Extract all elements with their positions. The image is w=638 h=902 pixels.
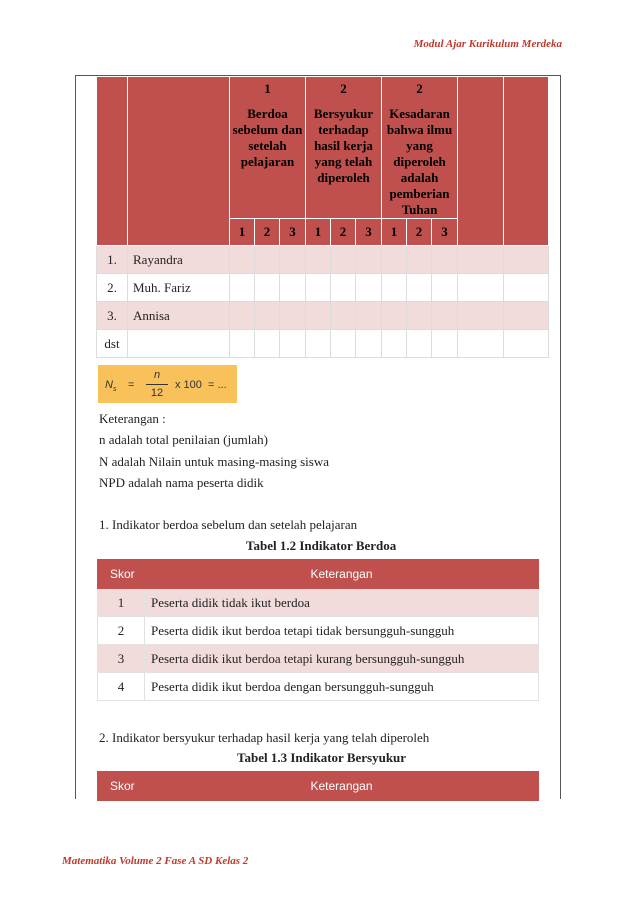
score-formula bbox=[98, 365, 237, 403]
formula-equals: = bbox=[128, 379, 135, 391]
section-heading: 1. Indikator berdoa sebelum dan setelah pelajaran bbox=[99, 517, 358, 532]
score-cell bbox=[230, 330, 255, 358]
table-caption: Tabel 1.2 Indikator Berdoa bbox=[246, 538, 397, 553]
row-number: 3. bbox=[97, 302, 128, 330]
table-row bbox=[98, 589, 539, 617]
score-cell bbox=[458, 330, 504, 358]
formula-numerator: n bbox=[153, 369, 161, 381]
score-cell: 3 bbox=[98, 645, 145, 673]
sub-score: 1 bbox=[230, 219, 255, 246]
table-header-row bbox=[98, 560, 539, 589]
score-cell bbox=[230, 246, 255, 274]
score-cell bbox=[255, 330, 280, 358]
score-cell bbox=[331, 246, 356, 274]
table-row bbox=[97, 274, 549, 302]
score-cell bbox=[432, 302, 458, 330]
score-cell bbox=[458, 302, 504, 330]
description-cell: Peserta didik ikut berdoa dengan bersungguh-sungguh bbox=[145, 673, 539, 701]
student-name: Rayandra bbox=[128, 246, 230, 274]
score-cell bbox=[432, 330, 458, 358]
score-cell bbox=[432, 246, 458, 274]
header-cell-no bbox=[97, 77, 128, 246]
score-cell bbox=[280, 330, 306, 358]
table-row bbox=[97, 302, 549, 330]
indicator-number: 1 bbox=[264, 81, 271, 96]
score-cell bbox=[230, 302, 255, 330]
indicator-table-berdoa bbox=[97, 559, 539, 701]
score-cell bbox=[331, 330, 356, 358]
score-cell bbox=[432, 274, 458, 302]
table-row bbox=[97, 246, 549, 274]
column-header-keterangan: Keterangan bbox=[145, 772, 539, 801]
score-cell bbox=[306, 330, 331, 358]
header-cell-name bbox=[128, 77, 230, 246]
note-line: N adalah Nilain untuk masing-masing siswa bbox=[99, 454, 329, 469]
score-cell bbox=[382, 246, 407, 274]
sub-score: 3 bbox=[280, 219, 306, 246]
sub-score: 1 bbox=[306, 219, 331, 246]
column-header-skor: Skor bbox=[98, 560, 145, 589]
row-number: 2. bbox=[97, 274, 128, 302]
indicator-title: Berdoa sebelum dan setelah pelajaran bbox=[232, 106, 303, 169]
indicator-number: 2 bbox=[340, 81, 347, 96]
score-table bbox=[96, 76, 549, 358]
table-row bbox=[97, 330, 549, 358]
score-cell bbox=[458, 246, 504, 274]
score-cell: 1 bbox=[98, 589, 145, 617]
score-cell bbox=[382, 302, 407, 330]
score-cell bbox=[458, 274, 504, 302]
sub-score: 2 bbox=[255, 219, 280, 246]
indicator-number: 2 bbox=[416, 81, 423, 96]
row-number: 1. bbox=[97, 246, 128, 274]
formula-lhs: $N_s$ bbox=[105, 379, 117, 394]
score-cell bbox=[504, 330, 549, 358]
score-cell bbox=[331, 274, 356, 302]
formula-denominator: 12 bbox=[150, 387, 164, 399]
score-cell bbox=[356, 330, 382, 358]
score-cell: 2 bbox=[98, 617, 145, 645]
table-row bbox=[98, 673, 539, 701]
indicator-header bbox=[306, 77, 382, 219]
score-cell bbox=[306, 246, 331, 274]
score-cell bbox=[255, 246, 280, 274]
score-cell bbox=[306, 274, 331, 302]
score-cell bbox=[280, 246, 306, 274]
score-cell bbox=[331, 302, 356, 330]
header-cell-extra bbox=[458, 77, 504, 246]
student-name bbox=[128, 330, 230, 358]
score-cell bbox=[255, 302, 280, 330]
sub-score: 2 bbox=[407, 219, 432, 246]
table-header-row bbox=[98, 772, 539, 801]
page-header: Modul Ajar Kurikulum Merdeka bbox=[413, 38, 562, 50]
indicator-title: Bersyukur terhadap hasil kerja yang telah diperoleh bbox=[313, 106, 374, 185]
score-cell bbox=[407, 246, 432, 274]
sub-score: 3 bbox=[356, 219, 382, 246]
score-cell bbox=[407, 274, 432, 302]
score-cell bbox=[407, 330, 432, 358]
score-cell bbox=[230, 274, 255, 302]
score-cell bbox=[407, 302, 432, 330]
column-header-skor: Skor bbox=[98, 772, 145, 801]
indicator-header bbox=[382, 77, 458, 219]
score-cell bbox=[356, 246, 382, 274]
indicator-header bbox=[230, 77, 306, 219]
description-cell: Peserta didik ikut berdoa tetapi tidak bersungguh-sungguh bbox=[145, 617, 539, 645]
score-cell bbox=[255, 274, 280, 302]
student-name: Annisa bbox=[128, 302, 230, 330]
header-cell-extra bbox=[504, 77, 549, 246]
score-cell bbox=[504, 302, 549, 330]
section-heading: 2. Indikator bersyukur terhadap hasil kerja yang telah diperoleh bbox=[99, 730, 430, 745]
score-cell bbox=[382, 330, 407, 358]
score-cell: 4 bbox=[98, 673, 145, 701]
score-cell bbox=[356, 302, 382, 330]
sub-score: 1 bbox=[382, 219, 407, 246]
formula-fraction-bar bbox=[146, 384, 168, 385]
table-caption: Tabel 1.3 Indikator Bersyukur bbox=[237, 750, 407, 765]
score-cell bbox=[280, 274, 306, 302]
score-table-header-row bbox=[97, 77, 549, 219]
description-cell: Peserta didik tidak ikut berdoa bbox=[145, 589, 539, 617]
note-line: NPD adalah nama peserta didik bbox=[99, 475, 264, 490]
notes-title: Keterangan : bbox=[99, 411, 166, 426]
sub-score: 3 bbox=[432, 219, 458, 246]
formula-result: = ... bbox=[208, 379, 227, 391]
column-header-keterangan: Keterangan bbox=[145, 560, 539, 589]
student-name: Muh. Fariz bbox=[128, 274, 230, 302]
description-cell: Peserta didik ikut berdoa tetapi kurang bersungguh-sungguh bbox=[145, 645, 539, 673]
score-cell bbox=[306, 302, 331, 330]
note-line: n adalah total penilaian (jumlah) bbox=[99, 432, 268, 447]
page-footer: Matematika Volume 2 Fase A SD Kelas 2 bbox=[62, 855, 249, 867]
indicator-title: Kesadaran bahwa ilmu yang diperoleh adalah pemberian Tuhan bbox=[386, 106, 453, 217]
table-row bbox=[98, 617, 539, 645]
score-cell bbox=[356, 274, 382, 302]
score-cell bbox=[382, 274, 407, 302]
score-cell bbox=[280, 302, 306, 330]
indicator-table-bersyukur bbox=[97, 771, 539, 801]
score-cell bbox=[504, 274, 549, 302]
score-cell bbox=[504, 246, 549, 274]
table-row bbox=[98, 645, 539, 673]
sub-score: 2 bbox=[331, 219, 356, 246]
row-number: dst bbox=[97, 330, 128, 358]
formula-multiplier: x 100 bbox=[175, 379, 202, 391]
